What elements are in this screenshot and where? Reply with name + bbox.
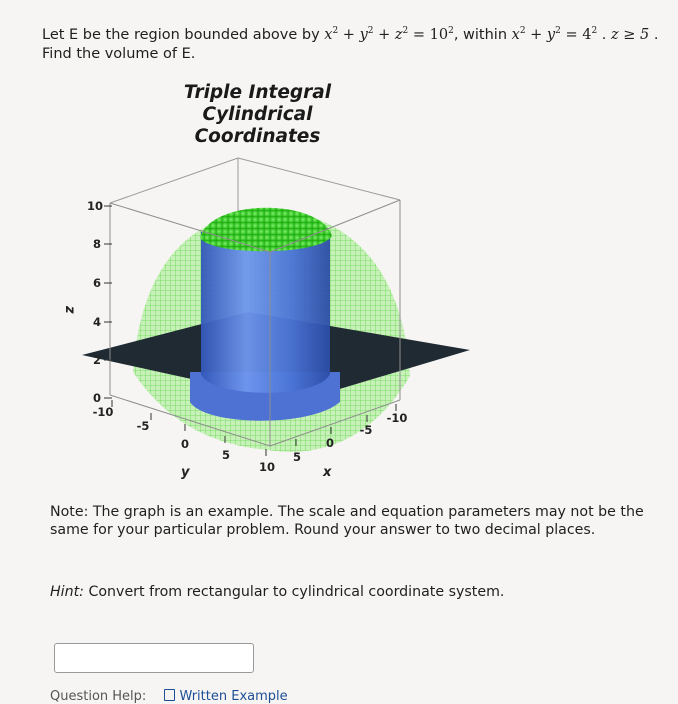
x-tick-label: -5 [359, 423, 373, 437]
problem-question: Find the volume of E. [42, 46, 196, 62]
figure-title-line1: Triple Integral [183, 82, 332, 103]
hint [50, 583, 650, 601]
written-example-link[interactable] [164, 689, 287, 704]
written-example-label: Written Example [179, 689, 288, 704]
z-tick-label: 4 [92, 315, 101, 329]
problem-statement: Let E be the region bounded above by $x^2 + y^2 + z^2 = 10^2$, within $x^2 + y^2 = 4^2$ . z ≥ 5 . Find the volume of E. [42, 26, 659, 62]
answer-input[interactable] [54, 643, 254, 673]
hint-label: Hint: [50, 584, 84, 600]
y-tick-label: 10 [258, 460, 276, 474]
hint-text: Convert from rectangular to cylindrical coordinate system. [88, 584, 505, 600]
x-axis-label: x [323, 465, 332, 480]
x-tick-label: 0 [325, 436, 335, 450]
z-axis-ticks [104, 206, 112, 398]
z-tick-label: 8 [92, 237, 101, 251]
z-tick-label: 2 [92, 353, 101, 367]
y-tick-label: -5 [136, 419, 150, 433]
z-tick-label: 0 [92, 391, 101, 405]
z-tick-label: 10 [86, 199, 103, 213]
question-help-label: Question Help: [50, 689, 147, 704]
sphere-cap [200, 208, 332, 252]
y-tick-label: -10 [92, 405, 114, 419]
z-condition: z ≥ 5 [611, 27, 650, 43]
y-tick-label: 5 [221, 448, 231, 462]
y-axis-label: y [181, 465, 190, 480]
x-tick-label: -10 [386, 411, 408, 425]
problem-mid: , within [453, 27, 508, 43]
z-tick-label: 6 [92, 276, 101, 290]
figure-title-line2: Cylindrical Coordinates [194, 104, 321, 147]
problem-intro: Let E be the region bounded above by [42, 27, 320, 43]
y-tick-label: 0 [180, 437, 190, 451]
sphere-equation: $x^2 + y^2 + z^2 = 10^2$ [324, 26, 454, 43]
x-tick-label: 5 [292, 450, 302, 464]
question-help-bar [50, 689, 288, 704]
note-text: Note: The graph is an example. The scale and equation parameters may not be the same for your particular problem. Round your answer to two decimal places. [50, 504, 644, 538]
cylinder-equation: $x^2 + y^2 = 4^2$ [511, 26, 598, 43]
document-icon [164, 689, 175, 701]
cylinder [201, 232, 330, 393]
z-axis-label: z [62, 306, 77, 314]
